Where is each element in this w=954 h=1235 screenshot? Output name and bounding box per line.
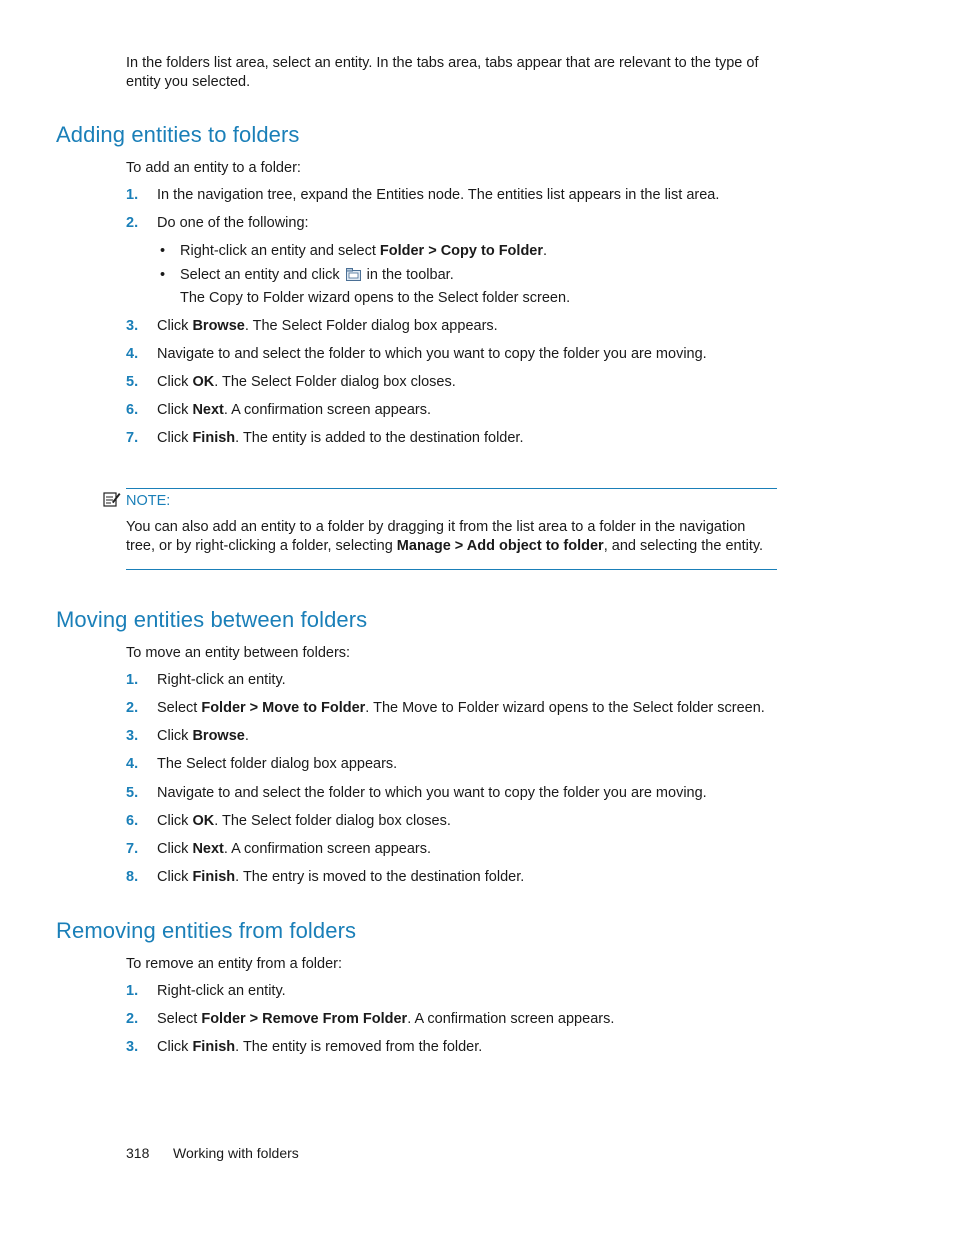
step-text: Click Finish. The entity is added to the destination folder. [157,430,524,446]
step-number: 2. [126,700,139,716]
note-top-rule [126,488,777,489]
step-text: Select Folder > Remove From Folder. A confirmation screen appears. [157,1011,615,1027]
copy-to-folder-icon [346,268,361,285]
step-text: Click OK. The Select Folder dialog box closes. [157,374,456,390]
bullet-mark: • [160,243,166,259]
note-body [126,518,763,556]
note-icon [103,491,121,512]
page-number: 318 [126,1145,150,1161]
step-number: 7. [126,430,139,446]
moving-lead: To move an entity between folders: [126,645,351,661]
step-text: Click Next. A confirmation screen appears. [157,841,432,857]
step-number: 1. [126,983,139,999]
step-text: Click Finish. The entity is removed from the folder. [157,1039,483,1055]
adding-lead: To add an entity to a folder: [126,160,301,176]
removing-lead: To remove an entity from a folder: [126,956,342,972]
step-number: 4. [126,346,139,362]
step-number: 7. [126,841,139,857]
step-text: The Select folder dialog box appears. [157,756,398,772]
step-number: 3. [126,728,139,744]
step-text: In the navigation tree, expand the Entities node. The entities list appears in the list area. [157,187,720,203]
bullet-mark: • [160,267,166,283]
intro-line-1: In the folders list area, select an entity. In the tabs area, tabs appear that are relevant to the type of [126,55,759,71]
step-number: 6. [126,402,139,418]
note-line-1: You can also add an entity to a folder by dragging it from the list area to a folder in the navigation [126,519,746,535]
step-number: 5. [126,374,139,390]
step-text: Click Next. A confirmation screen appears. [157,402,432,418]
step-text: Right-click an entity. [157,983,286,999]
step-text: Navigate to and select the folder to which you want to copy the folder you are moving. [157,346,707,362]
step-number: 2. [126,215,139,231]
step-number: 1. [126,187,139,203]
heading-removing: Removing entities from folders [56,918,357,943]
step-number: 2. [126,1011,139,1027]
step-text: Click OK. The Select folder dialog box closes. [157,813,451,829]
step-text: Navigate to and select the folder to which you want to copy the folder you are moving. [157,785,707,801]
bullet-text: Right-click an entity and select Folder > Copy to Folder. [180,243,548,259]
intro-line-2: entity you selected. [126,74,251,90]
step-number: 6. [126,813,139,829]
step-number: 3. [126,318,139,334]
step-number: 3. [126,1039,139,1055]
note-label: NOTE: [126,493,171,509]
note-bottom-rule [126,569,777,570]
step-number: 1. [126,672,139,688]
step-text: Do one of the following: [157,215,309,231]
step-number: 8. [126,869,139,885]
bullet-text: Select an entity and click in the toolbar. [180,267,454,283]
heading-adding: Adding entities to folders [56,122,300,147]
step-text: Click Browse. [157,728,249,744]
step-number: 4. [126,756,139,772]
step-text: Right-click an entity. [157,672,286,688]
step-text: Click Finish. The entry is moved to the destination folder. [157,869,525,885]
step-number: 5. [126,785,139,801]
heading-moving: Moving entities between folders [56,607,368,632]
step-text: Click Browse. The Select Folder dialog box appears. [157,318,498,334]
bullet-followup: The Copy to Folder wizard opens to the Select folder screen. [180,290,571,306]
intro-paragraph [126,54,758,92]
note-line-2: tree, or by right-clicking a folder, selecting Manage > Add object to folder, and selecting the entity. [126,538,764,554]
chapter-title: Working with folders [173,1145,299,1161]
step-text: Select Folder > Move to Folder. The Move to Folder wizard opens to the Select folder screen. [157,700,765,716]
